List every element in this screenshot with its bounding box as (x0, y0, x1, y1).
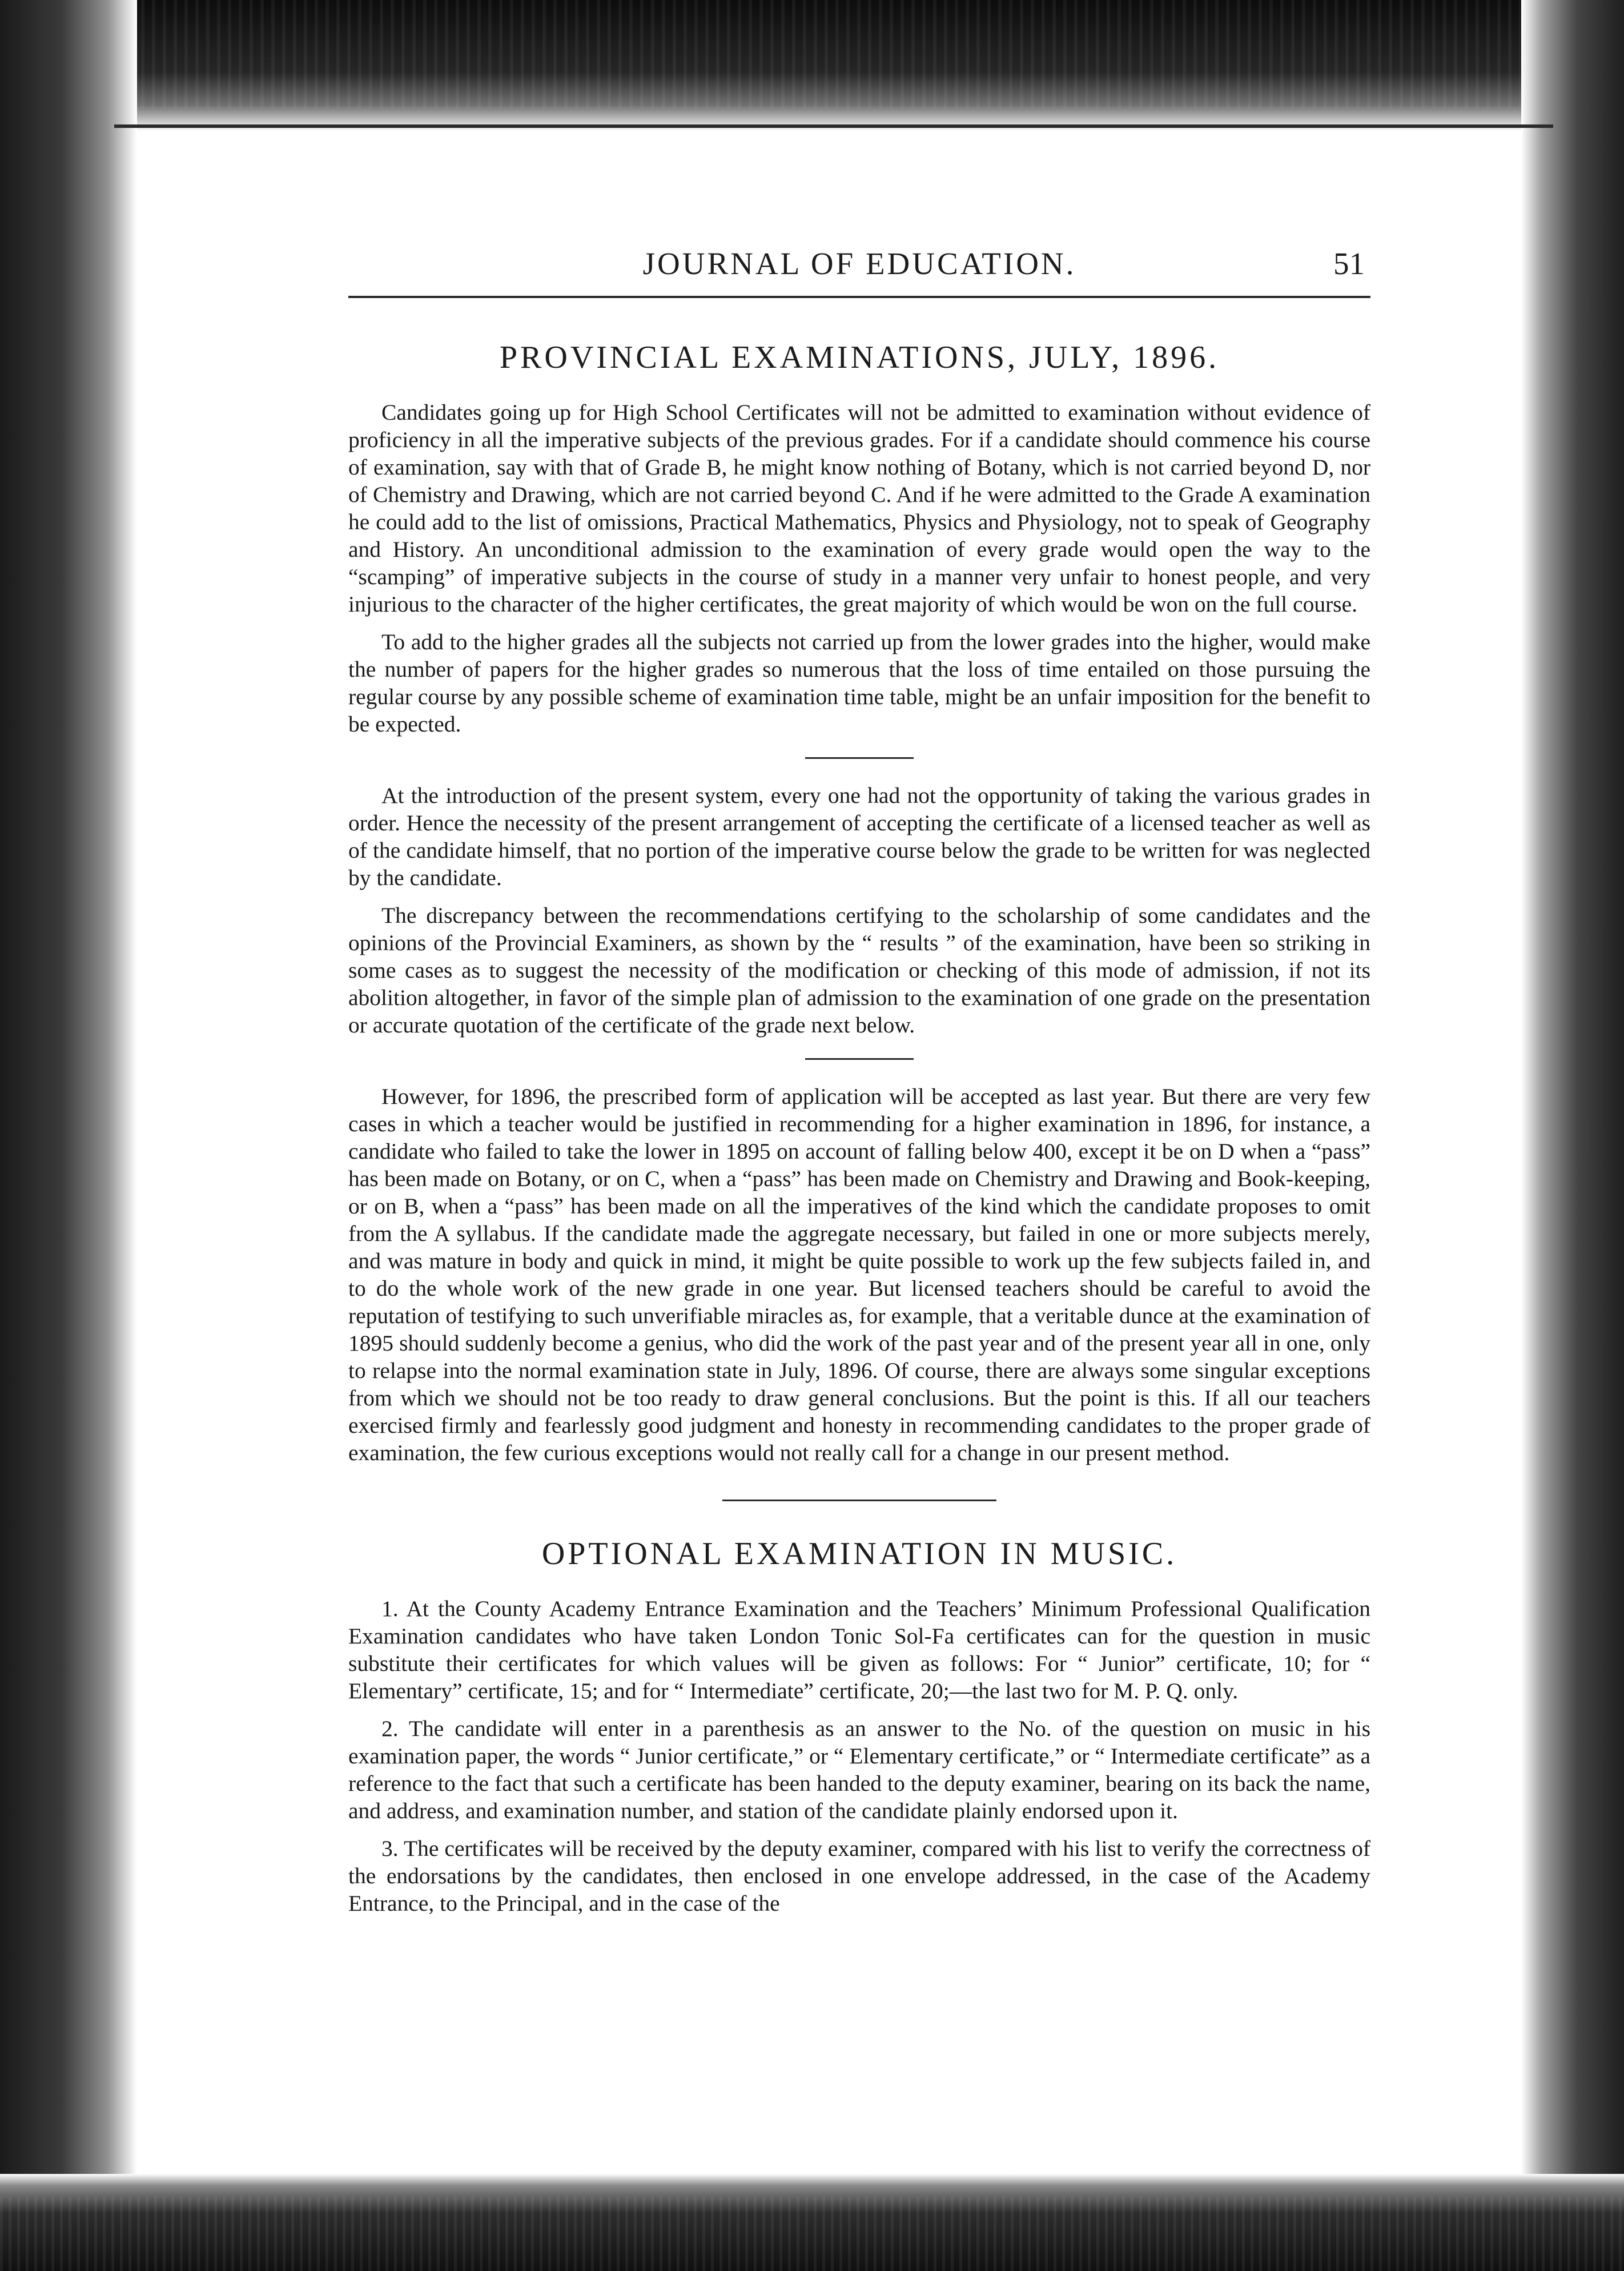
paragraph: The discrepancy between the recommendations certifying to the scholarship of some candidates and the opinions of the Provincial Examiners, as shown by the “ results ” of the examination, have been so striking in some cases as to suggest the necessity of the modification or checking of this mode of admission, if not its abolition altogether, in favor of the simple plan of admission to the examination of one grade on the presentation or accurate quotation of the certificate of the grade next below. (348, 903, 1370, 1038)
paragraph: To add to the higher grades all the subjects not carried up from the lower grades into the higher, would make the number of papers for the higher grades so numerous that the loss of time entailed on those pursuing the regular course by any possible scheme of examination time table, might be an unfair imposition for the benefit to be expected. (348, 629, 1370, 737)
section-divider-wide (722, 1500, 996, 1501)
provincial-section-title: PROVINCIAL EXAMINATIONS, JULY, 1896. (499, 340, 1220, 375)
scan-border-bottom (0, 2174, 1624, 2271)
paragraph: However, for 1896, the prescribed form of application will be accepted as last year. But there are very few cases in which a teacher would be justified in recommending for a higher examination in 1896, for instance, a candidate who failed to take the lower in 1895 on account of falling below 400, except it be on D when a “pass” has been made on Botany, or on C, when a “pass” has been made on Chemistry and Drawing and Book-keeping, or on B, when a “pass” has been made on all the imperatives of the kind which the candidate proposes to omit from the A syllabus. If the candidate made the aggregate necessary, but failed in one or more subjects merely, and was mature in body and quick in mind, it might be quite possible to work up the few subjects failed in, and to do the whole work of the new grade in one year. But licensed teachers should be careful to avoid the reputation of testifying to such unverifiable miracles as, for example, that a veritable dunce at the examination of 1895 should suddenly become a genius, who did the work of the past year and of the present year all in one, only to relapse into the normal examination state in July, 1896. Of course, there are always some singular exceptions from which we should not be too ready to draw general conclusions. But the point is this. If all our teachers exercised firmly and fearlessly good judgment and honesty in recommending candidates to the proper grade of examination, the few curious exceptions would not really call for a change in our present method. (348, 1084, 1370, 1465)
scan-top-rule (114, 124, 1553, 128)
numbered-paragraph: 2. The candidate will enter in a parenthesis as an answer to the No. of the question on music in his examination paper, the words “ Junior certificate,” or “ Elementary certificate,” or “ Intermediate certificate” as a reference to the fact that such a certificate has been handed to the deputy examiner, bearing on its back the name, and address, and examination number, and station of the candidate plainly endorsed upon it. (348, 1716, 1370, 1823)
paragraph: Candidates going up for High School Certificates will not be admitted to examination without evidence of proficiency in all the imperative subjects of the previous grades. For if a candidate should commence his course of examination, say with that of Grade B, he might know nothing of Botany, which is not carried beyond D, nor of Chemistry and Drawing, which are not carried beyond C. And if he were admitted to the Grade A examination he could add to the list of omissions, Practical Mathematics, Physics and Physiology, not to speak of Geography and History. An unconditional admission to the examination of every grade would open the way to the “scamping” of imperative subjects in the course of study in a manner very unfair to honest people, and very injurious to the character of the higher certificates, the great majority of which would be won on the full course. (348, 400, 1370, 617)
page-number: 51 (1333, 246, 1365, 281)
numbered-paragraph: 3. The certificates will be received by the deputy examiner, compared with his list to verify the correctness of the endorsations by the candidates, then enclosed in one envelope addressed, in the case of the Academy Entrance, to the Principal, and in the case of the (348, 1836, 1370, 1916)
header-rule (348, 296, 1370, 298)
provincial-block-3 (348, 1083, 1370, 1466)
music-section-title: OPTIONAL EXAMINATION IN MUSIC. (541, 1536, 1177, 1571)
numbered-paragraph: 1. At the County Academy Entrance Examination and the Teachers’ Minimum Professional Qualification Examination candidates who have taken London Tonic Sol-Fa certificates can for the question in music substitute their certificates for which values will be given as follows: For “ Junior” certificate, 10; for “ Elementary” certificate, 15; and for “ Intermediate” certificate, 20;—the last two for M. P. Q. only. (348, 1596, 1370, 1703)
music-block (348, 1595, 1370, 1917)
section-divider (805, 1058, 914, 1060)
scan-border-right (1521, 0, 1624, 2271)
scan-border-top (0, 0, 1624, 131)
section-divider (805, 757, 914, 759)
provincial-block-1 (348, 399, 1370, 738)
journal-page (348, 228, 1370, 1917)
provincial-block-2 (348, 782, 1370, 1039)
paragraph: At the introduction of the present system, every one had not the opportunity of taking the various grades in order. Hence the necessity of the present arrangement of accepting the certificate of a licensed teacher as well as of the candidate himself, that no portion of the imperative course below the grade to be written for was neglected by the candidate. (348, 783, 1370, 890)
journal-title: JOURNAL OF EDUCATION. (642, 246, 1076, 281)
scan-border-left (0, 0, 137, 2271)
running-head (348, 228, 1370, 291)
